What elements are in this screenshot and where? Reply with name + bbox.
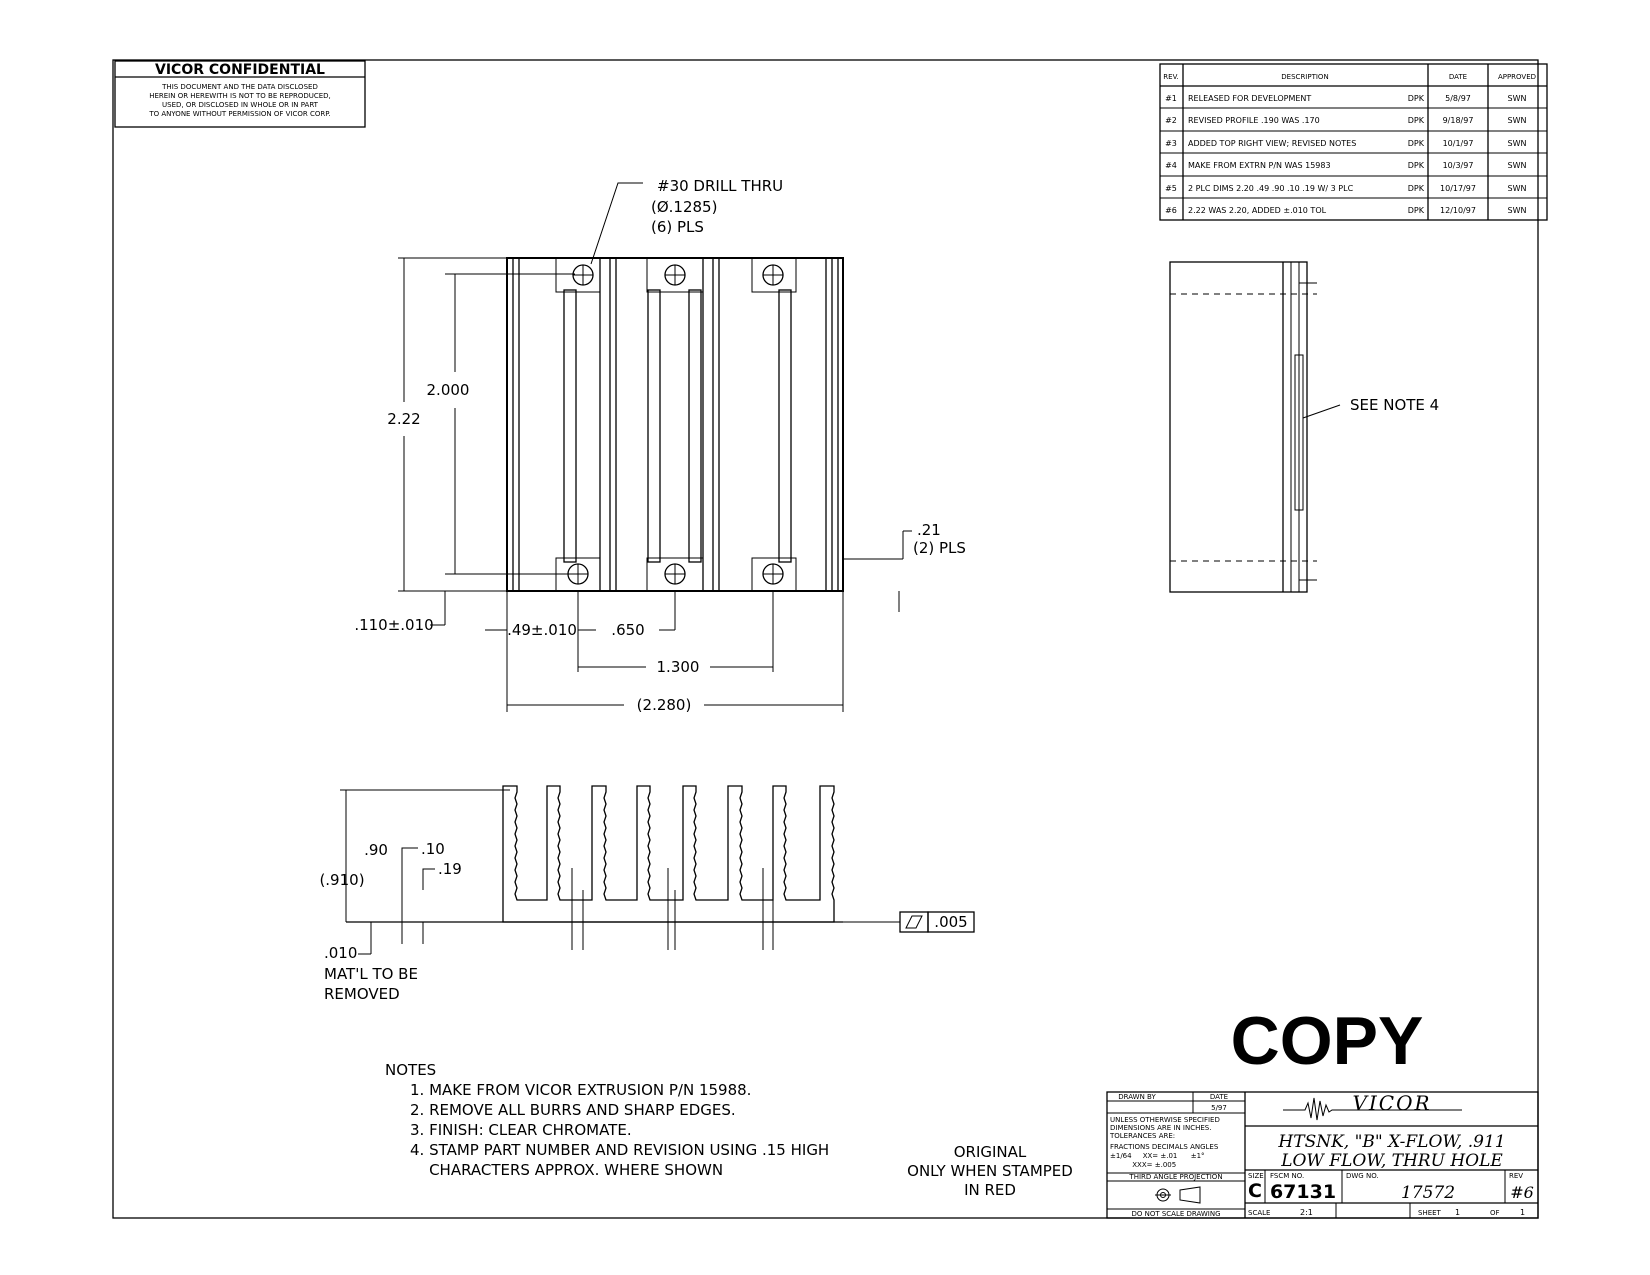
pls-callout-line: (2) PLS	[913, 539, 966, 557]
front-view	[319, 786, 974, 1003]
approved-cell: SWN	[1507, 161, 1527, 170]
scale-label: SCALE	[1248, 1209, 1271, 1217]
dwg-number: 17572	[1400, 1183, 1456, 1203]
confidential-line: USED, OR DISCLOSED IN WHOLE OR IN PART	[162, 101, 318, 109]
dim-110: .110±.010	[354, 616, 434, 634]
dim-222: 2.22	[387, 410, 421, 428]
drawing-title-line: LOW FLOW, THRU HOLE	[1281, 1151, 1503, 1171]
mounting-hole	[763, 564, 783, 584]
initials-cell: DPK	[1407, 161, 1424, 170]
confidential-notice	[115, 61, 365, 127]
third-angle-projection-icon	[1155, 1187, 1200, 1203]
date-label: DATE	[1209, 1093, 1229, 1101]
sheet-label: SHEET	[1418, 1209, 1441, 1217]
pls-callout-line: .21	[917, 521, 941, 539]
rev-cell: #6	[1165, 206, 1177, 215]
note-item: 3. FINISH: CLEAR CHROMATE.	[410, 1121, 632, 1139]
drill-callout-line: (Ø.1285)	[651, 198, 718, 216]
note-item: 2. REMOVE ALL BURRS AND SHARP EDGES.	[410, 1101, 736, 1119]
confidential-title: VICOR CONFIDENTIAL	[155, 62, 325, 78]
approved-cell: SWN	[1507, 94, 1527, 103]
of-label: OF	[1490, 1209, 1500, 1217]
rev-cell: #4	[1165, 161, 1177, 170]
confidential-line: TO ANYONE WITHOUT PERMISSION OF VICOR CORP.	[149, 110, 331, 118]
top-view	[354, 177, 966, 714]
rev-header: REV.	[1163, 73, 1179, 81]
note-item: 4. STAMP PART NUMBER AND REVISION USING .15 HIGH	[410, 1141, 830, 1159]
sheet-value: 1	[1455, 1208, 1461, 1217]
mounting-hole	[568, 564, 588, 584]
dim-0910: (.910)	[319, 871, 365, 889]
rev-cell: #3	[1165, 139, 1177, 148]
dim-010: .10	[421, 840, 445, 858]
dim-019: .19	[438, 860, 462, 878]
note-item: CHARACTERS APPROX. WHERE SHOWN	[410, 1161, 724, 1179]
material-callout-line: REMOVED	[324, 985, 400, 1003]
notes-block	[385, 1061, 829, 1179]
date-cell: 12/10/97	[1440, 206, 1476, 215]
tolerance-line: ±1/64 XX= ±.01 ±1°	[1110, 1152, 1205, 1160]
company-name: VICOR	[1352, 1091, 1432, 1115]
side-view	[1170, 262, 1439, 592]
date-cell: 5/8/97	[1445, 94, 1471, 103]
dim-2280: (2.280)	[636, 696, 692, 714]
drill-callout-line: #30 DRILL THRU	[657, 177, 784, 195]
tolerance-line: XXX= ±.005	[1110, 1161, 1177, 1169]
approved-cell: SWN	[1507, 116, 1527, 125]
date-header: DATE	[1448, 73, 1468, 81]
revision-table	[1160, 64, 1547, 220]
rev-label: REV	[1509, 1172, 1524, 1180]
scale-value: 2:1	[1300, 1208, 1313, 1217]
drawing-title-line: HTSNK, "B" X-FLOW, .911	[1278, 1132, 1506, 1152]
initials-cell: DPK	[1407, 206, 1424, 215]
fscm-label: FSCM NO.	[1270, 1172, 1305, 1180]
date-cell: 9/18/97	[1442, 116, 1474, 125]
projection-label: THIRD ANGLE PROJECTION	[1129, 1173, 1223, 1181]
dim-090: .90	[364, 841, 388, 859]
drill-callout-line: (6) PLS	[651, 218, 704, 236]
date-cell: 10/17/97	[1440, 184, 1476, 193]
tolerance-line: DIMENSIONS ARE IN INCHES.	[1110, 1124, 1212, 1132]
fscm-value: 67131	[1269, 1181, 1337, 1203]
dim-650: .650	[611, 621, 645, 639]
see-note-callout: SEE NOTE 4	[1350, 396, 1440, 414]
copy-stamp: COPY	[1230, 1003, 1424, 1079]
mounting-hole	[763, 265, 783, 285]
date-cell: 10/1/97	[1442, 139, 1474, 148]
dim-049: .49±.010	[507, 621, 577, 639]
no-scale-label: DO NOT SCALE DRAWING	[1131, 1210, 1221, 1218]
description-cell: ADDED TOP RIGHT VIEW; REVISED NOTES	[1188, 139, 1357, 148]
material-callout-line: MAT'L TO BE	[324, 965, 418, 983]
mounting-hole	[665, 564, 685, 584]
mounting-hole	[665, 265, 685, 285]
flatness-tolerance: .005	[934, 913, 968, 931]
mounting-hole	[573, 265, 593, 285]
description-cell: RELEASED FOR DEVELOPMENT	[1188, 94, 1312, 103]
confidential-line: THIS DOCUMENT AND THE DATA DISCLOSED	[162, 83, 318, 91]
initials-cell: DPK	[1407, 94, 1424, 103]
tolerance-line: FRACTIONS DECIMALS ANGLES	[1110, 1143, 1219, 1151]
tolerance-line: UNLESS OTHERWISE SPECIFIED	[1110, 1116, 1220, 1124]
rev-cell: #1	[1165, 94, 1177, 103]
note-item: 1. MAKE FROM VICOR EXTRUSION P/N 15988.	[410, 1081, 752, 1099]
of-value: 1	[1520, 1208, 1526, 1217]
description-cell: 2 PLC DIMS 2.20 .49 .90 .10 .19 W/ 3 PLC	[1188, 184, 1354, 193]
rev-cell: #2	[1165, 116, 1177, 125]
notes-heading: NOTES	[385, 1061, 437, 1079]
rev-cell: #5	[1165, 184, 1177, 193]
approved-cell: SWN	[1507, 139, 1527, 148]
size-value: C	[1248, 1180, 1262, 1202]
rev-value: #6	[1510, 1183, 1534, 1202]
approved-cell: SWN	[1507, 206, 1527, 215]
initials-cell: DPK	[1407, 139, 1424, 148]
drill-leader	[591, 183, 643, 264]
tolerance-line: TOLERANCES ARE:	[1110, 1132, 1176, 1140]
dwg-label: DWG NO.	[1346, 1172, 1379, 1180]
dim-1300: 1.300	[656, 658, 700, 676]
title-block	[1107, 1091, 1538, 1218]
initials-cell: DPK	[1407, 184, 1424, 193]
dim-2000: 2.000	[426, 381, 470, 399]
approved-cell: SWN	[1507, 184, 1527, 193]
confidential-line: HEREIN OR HEREWITH IS NOT TO BE REPRODUCED,	[149, 92, 331, 100]
material-callout-line: .010	[324, 944, 358, 962]
initials-cell: DPK	[1407, 116, 1424, 125]
description-cell: 2.22 WAS 2.20, ADDED ±.010 TOL	[1188, 206, 1327, 215]
date-cell: 10/3/97	[1442, 161, 1474, 170]
description-header: DESCRIPTION	[1281, 73, 1329, 81]
approved-header: APPROVED	[1497, 73, 1537, 81]
description-cell: REVISED PROFILE .190 WAS .170	[1188, 116, 1320, 125]
original-stamp-line: IN RED	[964, 1181, 1016, 1199]
size-label: SIZE	[1248, 1172, 1264, 1180]
drawn-date: 5/97	[1211, 1104, 1227, 1112]
description-cell: MAKE FROM EXTRN P/N WAS 15983	[1188, 161, 1331, 170]
drawn-by-label: DRAWN BY	[1118, 1093, 1156, 1101]
original-stamp-line: ORIGINAL	[953, 1143, 1027, 1161]
original-stamp-line: ONLY WHEN STAMPED	[907, 1162, 1073, 1180]
